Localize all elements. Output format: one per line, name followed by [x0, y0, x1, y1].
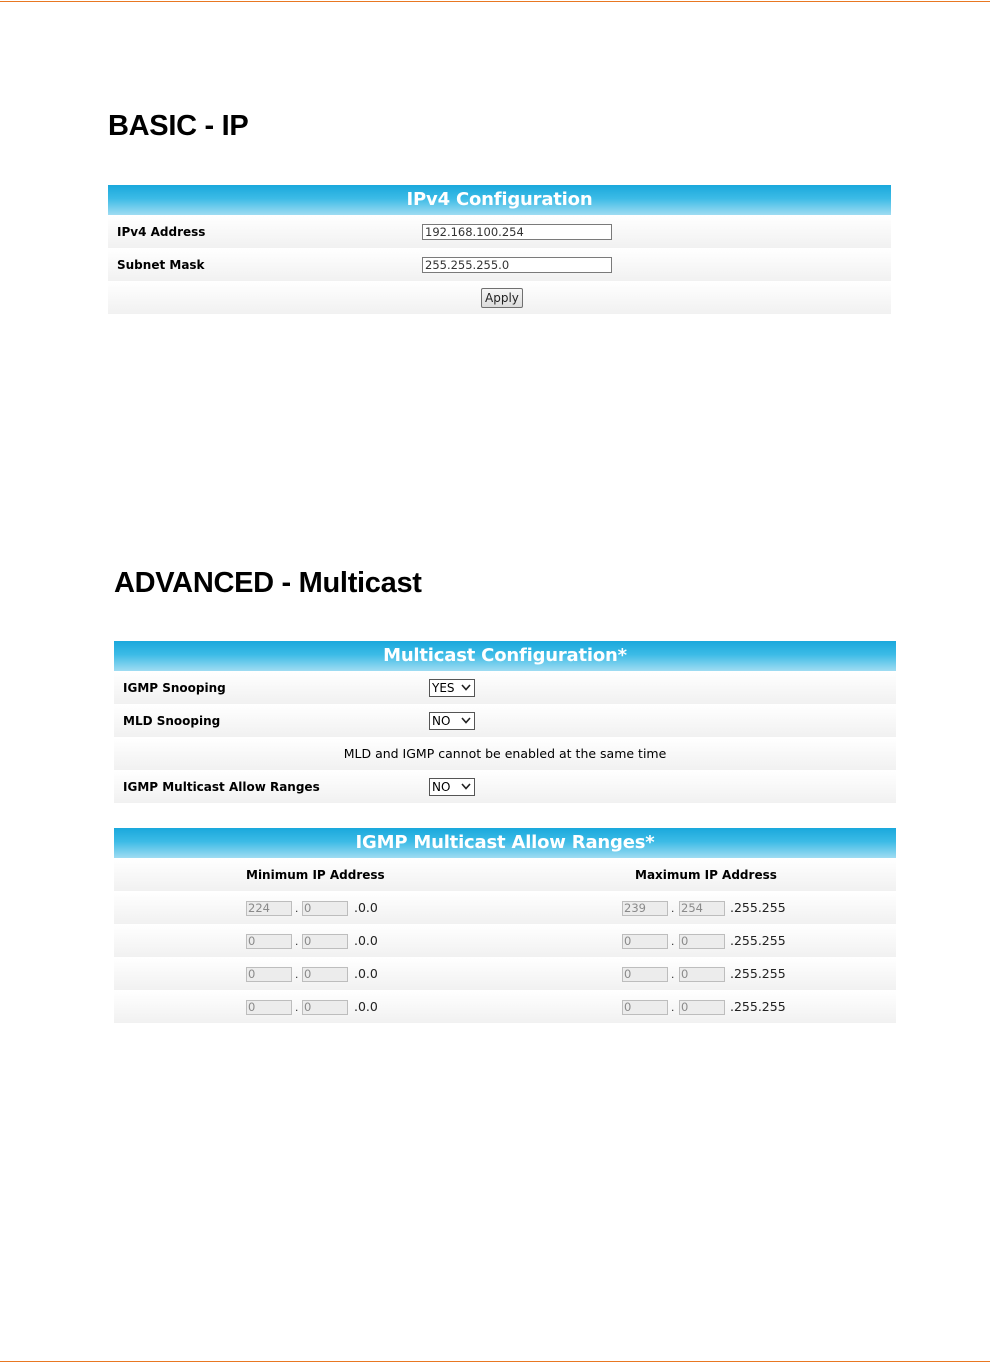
min-octet-2[interactable]: 0 [302, 1000, 348, 1015]
octet-separator: . [671, 967, 675, 981]
row-ipv4-address [108, 215, 891, 248]
min-octet-1[interactable]: 0 [246, 934, 292, 949]
min-octet-1[interactable]: 224 [246, 901, 292, 916]
page-title-advanced-multicast: ADVANCED - Multicast [114, 567, 422, 599]
igmp-allow-ranges-select[interactable] [429, 778, 475, 796]
row-subnet-mask [108, 248, 891, 281]
range-row [114, 990, 896, 1023]
igmp-allow-ranges-panel [114, 828, 896, 1023]
ipv4-configuration-panel [108, 185, 891, 314]
range-row [114, 957, 896, 990]
ranges-column-headers [114, 858, 896, 891]
max-suffix: .255.255 [730, 999, 786, 1014]
panel-header-ranges: IGMP Multicast Allow Ranges* [114, 828, 896, 858]
max-octet-1[interactable]: 0 [622, 934, 668, 949]
range-row [114, 924, 896, 957]
row-igmp-allow-ranges [114, 770, 896, 803]
max-suffix: .255.255 [730, 900, 786, 915]
subnet-mask-input[interactable]: 255.255.255.0 [422, 257, 612, 273]
panel-header-ipv4: IPv4 Configuration [108, 185, 891, 215]
page-title-basic-ip: BASIC - IP [108, 110, 249, 142]
min-ip-header: Minimum IP Address [246, 868, 385, 882]
row-apply [108, 281, 891, 314]
igmp-allow-ranges-label: IGMP Multicast Allow Ranges [123, 780, 320, 794]
octet-separator: . [671, 901, 675, 915]
bottom-rule [0, 1361, 990, 1362]
max-octet-1[interactable]: 239 [622, 901, 668, 916]
igmp-snooping-select[interactable] [429, 679, 475, 697]
igmp-snooping-label: IGMP Snooping [123, 681, 226, 695]
min-suffix: .0.0 [354, 966, 378, 981]
top-rule [0, 1, 990, 2]
max-octet-2[interactable]: 254 [679, 901, 725, 916]
min-suffix: .0.0 [354, 933, 378, 948]
igmp-snooping-value: YES [432, 681, 455, 695]
min-octet-2[interactable]: 0 [302, 934, 348, 949]
max-octet-1[interactable]: 0 [622, 1000, 668, 1015]
row-mld-snooping [114, 704, 896, 737]
max-octet-1[interactable]: 0 [622, 967, 668, 982]
min-octet-1[interactable]: 0 [246, 967, 292, 982]
max-octet-2[interactable]: 0 [679, 934, 725, 949]
min-octet-2[interactable]: 0 [302, 901, 348, 916]
min-suffix: .0.0 [354, 999, 378, 1014]
octet-separator: . [671, 1000, 675, 1014]
max-octet-2[interactable]: 0 [679, 1000, 725, 1015]
chevron-down-icon [461, 717, 471, 724]
max-suffix: .255.255 [730, 933, 786, 948]
max-ip-header: Maximum IP Address [635, 868, 777, 882]
multicast-configuration-panel [114, 641, 896, 803]
min-suffix: .0.0 [354, 900, 378, 915]
min-octet-2[interactable]: 0 [302, 967, 348, 982]
chevron-down-icon [461, 684, 471, 691]
row-igmp-snooping [114, 671, 896, 704]
mld-snooping-value: NO [432, 714, 451, 728]
igmp-allow-ranges-value: NO [432, 780, 451, 794]
min-octet-1[interactable]: 0 [246, 1000, 292, 1015]
octet-separator: . [295, 901, 299, 915]
chevron-down-icon [461, 783, 471, 790]
apply-button[interactable]: Apply [481, 288, 523, 308]
mld-snooping-label: MLD Snooping [123, 714, 221, 728]
ipv4-address-label: IPv4 Address [117, 225, 206, 239]
octet-separator: . [295, 1000, 299, 1014]
octet-separator: . [671, 934, 675, 948]
max-suffix: .255.255 [730, 966, 786, 981]
max-octet-2[interactable]: 0 [679, 967, 725, 982]
ipv4-address-input[interactable]: 192.168.100.254 [422, 224, 612, 240]
row-note [114, 737, 896, 770]
mld-snooping-select[interactable] [429, 712, 475, 730]
range-row [114, 891, 896, 924]
octet-separator: . [295, 967, 299, 981]
octet-separator: . [295, 934, 299, 948]
mld-igmp-note: MLD and IGMP cannot be enabled at the same time [343, 746, 667, 761]
panel-header-multicast: Multicast Configuration* [114, 641, 896, 671]
subnet-mask-label: Subnet Mask [117, 258, 205, 272]
